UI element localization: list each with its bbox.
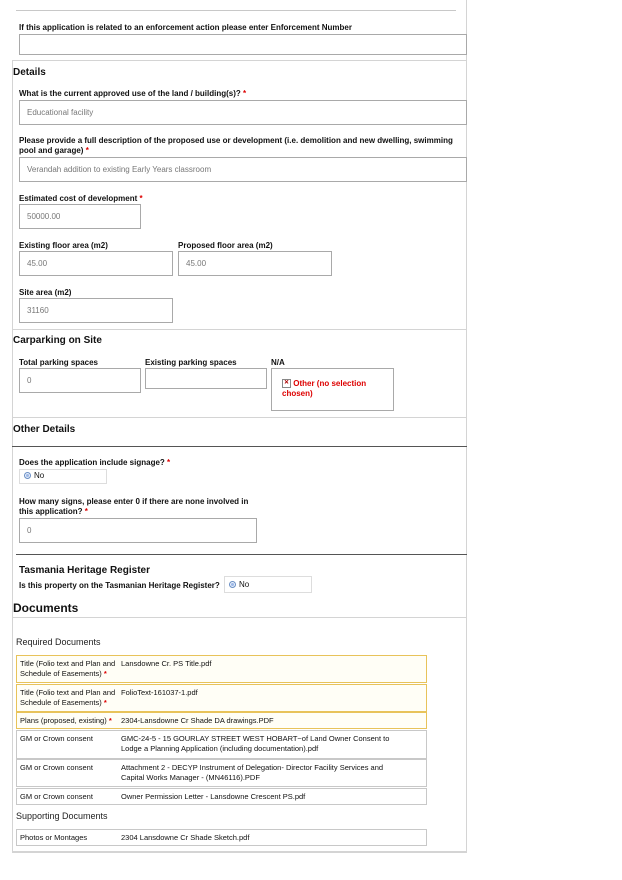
- document-row[interactable]: [16, 684, 427, 712]
- document-row[interactable]: [16, 829, 427, 846]
- cost-input[interactable]: 50000.00: [19, 204, 141, 229]
- heritage-radio[interactable]: No: [224, 576, 312, 593]
- total-parking-input[interactable]: 0: [19, 368, 141, 393]
- signage-label: Does the application include signage? *: [19, 458, 171, 467]
- document-type: Photos or Montages: [20, 833, 88, 842]
- required-marker: *: [85, 146, 89, 155]
- other-details-heading: Other Details: [13, 424, 76, 435]
- document-type: GM or Crown consent: [20, 763, 93, 772]
- radio-selected-icon: [229, 581, 236, 588]
- document-file-link[interactable]: Owner Permission Letter - Lansdowne Crescent PS.pdf: [121, 792, 306, 801]
- document-file-link[interactable]: FolioText-161037-1.pdf: [121, 688, 198, 697]
- proposed-floor-input[interactable]: 45.00: [178, 251, 332, 276]
- close-box-icon: ✕: [283, 380, 290, 387]
- signs-count-input[interactable]: 0: [19, 518, 257, 543]
- enforcement-number-input[interactable]: [19, 34, 467, 55]
- description-input[interactable]: Verandah addition to existing Early Years classroom: [19, 157, 467, 182]
- heritage-question: Is this property on the Tasmanian Heritage Register?: [19, 581, 220, 590]
- document-type: GM or Crown consent: [20, 792, 93, 801]
- required-marker: *: [243, 89, 247, 98]
- required-marker: *: [139, 194, 143, 203]
- form-bottom-border: [12, 852, 467, 853]
- required-marker: *: [103, 669, 107, 678]
- document-type: Title (Folio text and Plan and Schedule of Easements) *: [20, 659, 116, 678]
- divider: [12, 446, 467, 447]
- document-type: Title (Folio text and Plan and Schedule of Easements) *: [20, 688, 116, 707]
- document-type: Plans (proposed, existing) *: [20, 716, 112, 725]
- documents-heading: Documents: [13, 601, 79, 615]
- document-file-link[interactable]: Attachment 2 - DECYP Instrument of Delegation- Director Facility Services and Capital Works Manager - (MN46116).PDF: [121, 763, 384, 782]
- na-value: ✕ Other (no selection chosen): [282, 379, 367, 398]
- radio-selected-icon: [24, 472, 31, 479]
- details-heading: Details: [13, 67, 46, 78]
- supporting-documents-heading: Supporting Documents: [16, 811, 108, 821]
- document-row[interactable]: [16, 730, 427, 759]
- document-row[interactable]: [16, 759, 427, 787]
- document-file-link[interactable]: 2304-Lansdowne Cr Shade DA drawings.PDF: [121, 716, 274, 725]
- proposed-floor-label: Proposed floor area (m2): [178, 241, 273, 250]
- site-area-label: Site area (m2): [19, 288, 72, 297]
- top-divider: [16, 10, 456, 11]
- document-file-link[interactable]: Lansdowne Cr. PS Title.pdf: [121, 659, 212, 668]
- cost-label: Estimated cost of development *: [19, 194, 143, 203]
- divider: [12, 417, 467, 418]
- required-marker: *: [167, 458, 171, 467]
- total-parking-label: Total parking spaces: [19, 358, 98, 367]
- required-marker: *: [103, 698, 107, 707]
- document-row[interactable]: [16, 655, 427, 683]
- description-label: Please provide a full description of the proposed use or development (i.e. demolition and new dwelling, swimming pool and garage) *: [19, 136, 453, 155]
- document-file-link[interactable]: GMC-24-5 - 15 GOURLAY STREET WEST HOBART~of Land Owner Consent to Lodge a Planning Application (including documentation).pdf: [121, 734, 390, 753]
- carparking-heading: Carparking on Site: [13, 335, 102, 346]
- required-marker: *: [84, 507, 88, 516]
- existing-parking-label: Existing parking spaces: [145, 358, 237, 367]
- divider: [12, 329, 467, 330]
- divider: [16, 554, 467, 555]
- document-file-link[interactable]: 2304 Lansdowne Cr Shade Sketch.pdf: [121, 833, 250, 842]
- document-row[interactable]: [16, 788, 427, 805]
- current-use-input[interactable]: Educational facility: [19, 100, 467, 125]
- heritage-heading: Tasmania Heritage Register: [19, 565, 150, 576]
- site-area-input[interactable]: 31160: [19, 298, 173, 323]
- signage-radio[interactable]: No: [19, 469, 107, 484]
- signs-count-label: How many signs, please enter 0 if there are none involved in this application? *: [19, 497, 249, 516]
- document-row[interactable]: [16, 712, 427, 729]
- required-documents-heading: Required Documents: [16, 637, 101, 647]
- enforcement-label: If this application is related to an enforcement action please enter Enforcement Number: [19, 23, 352, 32]
- na-field[interactable]: [271, 368, 394, 411]
- na-label: N/A: [271, 358, 285, 367]
- divider: [12, 60, 467, 61]
- required-marker: *: [108, 716, 112, 725]
- document-type: GM or Crown consent: [20, 734, 93, 743]
- existing-parking-input[interactable]: [145, 368, 267, 389]
- existing-floor-label: Existing floor area (m2): [19, 241, 108, 250]
- current-use-label: What is the current approved use of the land / building(s)? *: [19, 89, 247, 98]
- existing-floor-input[interactable]: 45.00: [19, 251, 173, 276]
